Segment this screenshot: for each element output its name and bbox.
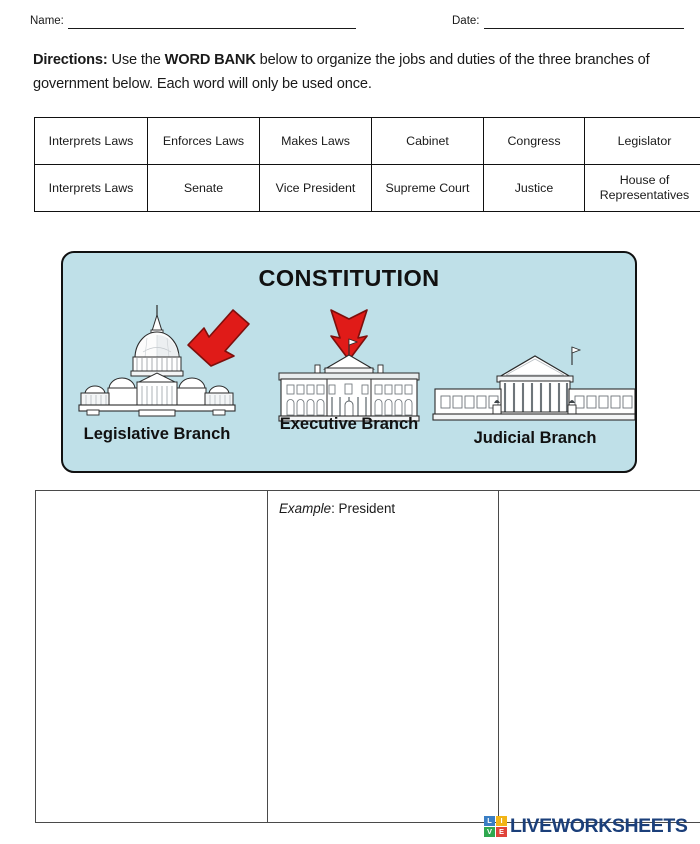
white-house-building-icon	[279, 339, 419, 421]
word-bank-cell[interactable]: Makes Laws	[260, 118, 372, 165]
word-bank-cell[interactable]: Interprets Laws	[35, 165, 148, 212]
date-label: Date:	[452, 15, 480, 27]
logo-cell-e: E	[496, 827, 507, 837]
word-bank-cell[interactable]: Enforces Laws	[148, 118, 260, 165]
word-bank-cell[interactable]: Cabinet	[372, 118, 484, 165]
answer-cell-executive[interactable]	[268, 491, 499, 823]
word-bank-row	[35, 165, 700, 212]
directions-word-bank-emphasis: WORD BANK	[164, 52, 256, 68]
date-write-line[interactable]	[484, 17, 684, 29]
name-field[interactable]	[30, 14, 356, 29]
header-row	[0, 14, 700, 36]
example-label: Example	[279, 501, 332, 516]
date-field[interactable]	[452, 14, 684, 29]
logo-cell-i: I	[496, 816, 507, 826]
diagram-title: CONSTITUTION	[258, 265, 440, 291]
word-bank-cell[interactable]: Interprets Laws	[35, 118, 148, 165]
answer-row	[36, 491, 700, 823]
legislative-branch-label: Legislative Branch	[83, 425, 231, 443]
word-bank-cell[interactable]: Legislator	[585, 118, 700, 165]
directions-text-b: below to organize the jobs and duties of the three branches of government below. Each word will only be used once.	[33, 52, 650, 92]
word-bank-cell[interactable]: Justice	[484, 165, 585, 212]
directions-text-a: Use the	[107, 52, 165, 68]
liveworksheets-logo	[484, 814, 688, 838]
executive-branch-label: Executive Branch	[279, 415, 419, 433]
directions-paragraph	[33, 48, 658, 96]
liveworksheets-wordmark: LIVEWORKSHEETS	[510, 815, 688, 837]
word-bank-cell[interactable]: Congress	[484, 118, 585, 165]
example-value: : President	[331, 501, 396, 516]
logo-cell-v: V	[484, 827, 495, 837]
word-bank-cell[interactable]: Supreme Court	[372, 165, 484, 212]
name-label: Name:	[30, 15, 64, 27]
name-write-line[interactable]	[68, 17, 356, 29]
logo-cell-l: L	[484, 816, 495, 826]
word-bank-table	[34, 117, 700, 212]
word-bank-cell[interactable]: House of Representatives	[585, 165, 700, 212]
directions-lead: Directions:	[33, 52, 108, 68]
word-bank-cell[interactable]: Vice President	[260, 165, 372, 212]
judicial-branch-label: Judicial Branch	[473, 429, 597, 447]
arrow-left-icon	[188, 310, 249, 366]
answer-table	[35, 490, 700, 823]
answer-cell-legislative[interactable]	[36, 491, 268, 823]
answer-cell-judicial[interactable]	[499, 491, 700, 823]
word-bank-cell[interactable]: Senate	[148, 165, 260, 212]
supreme-court-building-icon	[433, 347, 635, 420]
word-bank-row	[35, 118, 700, 165]
liveworksheets-mark-icon	[484, 816, 507, 837]
constitution-diagram	[61, 251, 637, 473]
